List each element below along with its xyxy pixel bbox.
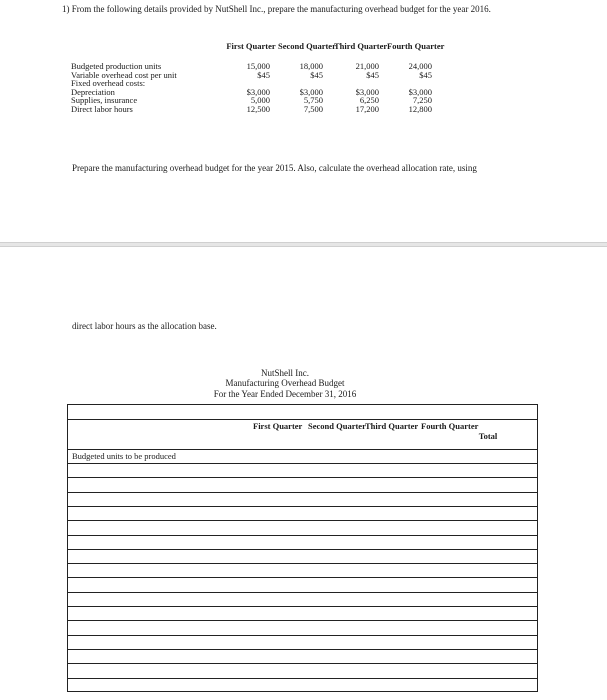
details-value: 12,500 [246, 103, 270, 114]
details-value: 5,750 [303, 95, 323, 106]
table-line [68, 563, 537, 564]
details-value: $3,000 [299, 86, 323, 97]
budget-header-q3: Third Quarter [365, 421, 419, 431]
details-value: $3,000 [246, 86, 270, 97]
details-row-label: Depreciation [71, 86, 115, 97]
table-line [68, 635, 537, 636]
table-line [68, 606, 537, 607]
details-value: 24,000 [408, 61, 432, 71]
table-line [68, 477, 537, 478]
table-line [68, 663, 537, 664]
instruction-line-2: direct labor hours as the allocation base. [72, 321, 217, 331]
details-value: $3,000 [408, 86, 432, 97]
details-row-label: Budgeted production units [71, 61, 162, 71]
budget-title: Manufacturing Overhead Budget [225, 378, 345, 388]
details-value: 7,500 [303, 103, 323, 114]
details-value: 6,250 [359, 95, 379, 106]
table-line [68, 506, 537, 507]
budget-row-label-units: Budgeted units to be produced [72, 451, 176, 461]
details-header-q4: Fourth Quarter [387, 41, 445, 51]
details-value: $3,000 [355, 86, 379, 97]
details-row-label: Direct labor hours [71, 103, 133, 114]
table-line [68, 449, 537, 450]
table-line [68, 492, 537, 493]
table-line [68, 419, 537, 420]
page-divider [0, 242, 607, 247]
table-line [68, 620, 537, 621]
budget-period: For the Year Ended December 31, 2016 [213, 389, 357, 399]
details-row-label: Supplies, insurance [71, 95, 138, 106]
details-value: 15,000 [246, 61, 270, 71]
budget-header-total: Total [478, 431, 498, 441]
details-value: 7,250 [412, 95, 432, 106]
table-line [68, 649, 537, 650]
details-value: 5,000 [250, 95, 270, 106]
budget-table [67, 404, 538, 692]
details-value: $45 [419, 69, 432, 80]
table-line [68, 577, 537, 578]
table-line [68, 592, 537, 593]
details-row-label: Fixed overhead costs: [71, 78, 146, 89]
details-value: $45 [310, 69, 323, 80]
budget-header-q2: Second Quarter [308, 421, 366, 431]
details-header-q3: Third Quarter [334, 41, 388, 51]
details-value: 18,000 [299, 61, 323, 71]
question-text: 1) From the following details provided by NutShell Inc., prepare the manufacturing overhead budget for the year 2016. [62, 4, 491, 14]
budget-company: NutShell Inc. [261, 368, 309, 378]
details-value: $45 [257, 69, 270, 80]
details-header-q2: Second Quarter [278, 41, 336, 51]
budget-header-q1: First Quarter [253, 421, 303, 431]
details-value: 17,200 [355, 103, 379, 114]
table-line [68, 678, 537, 679]
table-line [68, 520, 537, 521]
table-line [68, 549, 537, 550]
budget-header-q4: Fourth Quarter [421, 421, 479, 431]
details-value: 12,800 [408, 103, 432, 114]
table-line [68, 463, 537, 464]
instruction-line-1: Prepare the manufacturing overhead budget for the year 2015. Also, calculate the overhead allocation rate, using [72, 163, 477, 173]
details-row-label: Variable overhead cost per unit [71, 69, 177, 80]
details-header-q1: First Quarter [226, 41, 276, 51]
details-value: $45 [366, 69, 379, 80]
table-line [68, 535, 537, 536]
details-value: 21,000 [355, 61, 379, 71]
